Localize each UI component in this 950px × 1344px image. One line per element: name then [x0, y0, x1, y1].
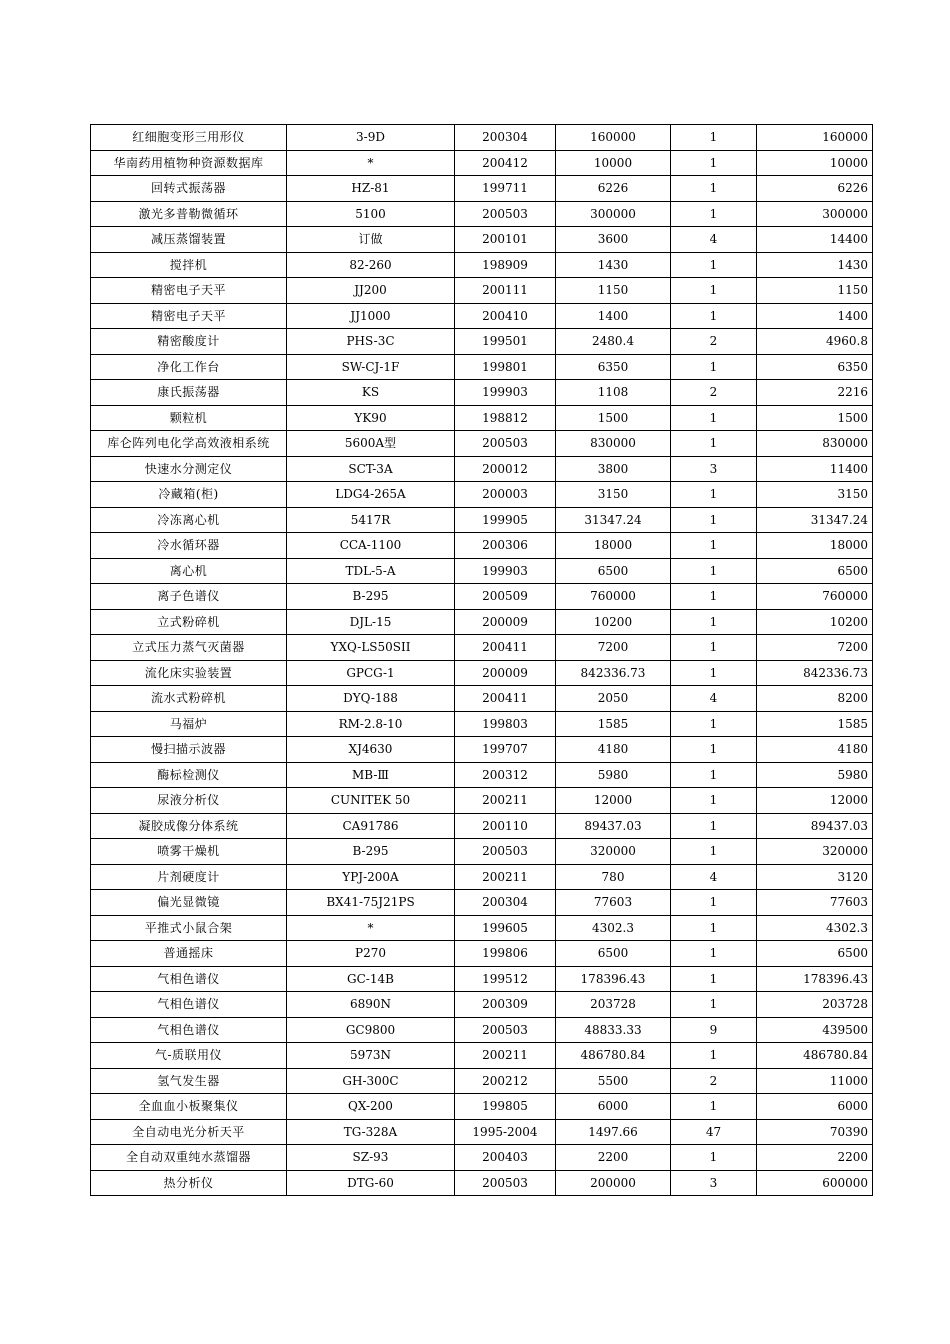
total-cell: 6500 — [757, 941, 873, 967]
unit-price-cell: 1150 — [556, 278, 671, 304]
equipment-name-cell: 华南药用植物种资源数据库 — [91, 150, 287, 176]
model-cell: GC9800 — [287, 1017, 455, 1043]
equipment-name-cell: 全自动双重纯水蒸馏器 — [91, 1145, 287, 1171]
date-cell: 198909 — [455, 252, 556, 278]
quantity-cell: 1 — [671, 890, 757, 916]
unit-price-cell: 4302.3 — [556, 915, 671, 941]
total-cell: 10000 — [757, 150, 873, 176]
date-cell: 199905 — [455, 507, 556, 533]
model-cell: HZ-81 — [287, 176, 455, 202]
table-row — [91, 839, 873, 865]
unit-price-cell: 1400 — [556, 303, 671, 329]
total-cell: 2200 — [757, 1145, 873, 1171]
equipment-name-cell: 搅拌机 — [91, 252, 287, 278]
table-row — [91, 456, 873, 482]
unit-price-cell: 1430 — [556, 252, 671, 278]
quantity-cell: 1 — [671, 762, 757, 788]
table-row — [91, 737, 873, 763]
total-cell: 1150 — [757, 278, 873, 304]
quantity-cell: 3 — [671, 1170, 757, 1196]
date-cell: 200003 — [455, 482, 556, 508]
table-row — [91, 201, 873, 227]
unit-price-cell: 1500 — [556, 405, 671, 431]
date-cell: 200403 — [455, 1145, 556, 1171]
equipment-name-cell: 精密电子天平 — [91, 278, 287, 304]
total-cell: 830000 — [757, 431, 873, 457]
table-row — [91, 711, 873, 737]
quantity-cell: 1 — [671, 507, 757, 533]
model-cell: TG-328A — [287, 1119, 455, 1145]
unit-price-cell: 4180 — [556, 737, 671, 763]
unit-price-cell: 2480.4 — [556, 329, 671, 355]
total-cell: 11000 — [757, 1068, 873, 1094]
model-cell: 5100 — [287, 201, 455, 227]
equipment-name-cell: 立式压力蒸气灭菌器 — [91, 635, 287, 661]
unit-price-cell: 1497.66 — [556, 1119, 671, 1145]
unit-price-cell: 2200 — [556, 1145, 671, 1171]
quantity-cell: 1 — [671, 405, 757, 431]
total-cell: 5980 — [757, 762, 873, 788]
unit-price-cell: 2050 — [556, 686, 671, 712]
model-cell: CA91786 — [287, 813, 455, 839]
model-cell: * — [287, 915, 455, 941]
unit-price-cell: 7200 — [556, 635, 671, 661]
table-row — [91, 915, 873, 941]
table-row — [91, 507, 873, 533]
date-cell: 200503 — [455, 201, 556, 227]
model-cell: DYQ-188 — [287, 686, 455, 712]
table-row — [91, 1043, 873, 1069]
table-row — [91, 558, 873, 584]
model-cell: 3-9D — [287, 125, 455, 151]
table-row — [91, 380, 873, 406]
equipment-name-cell: 流水式粉碎机 — [91, 686, 287, 712]
equipment-name-cell: 流化床实验装置 — [91, 660, 287, 686]
quantity-cell: 1 — [671, 737, 757, 763]
date-cell: 200306 — [455, 533, 556, 559]
model-cell: GC-14B — [287, 966, 455, 992]
unit-price-cell: 200000 — [556, 1170, 671, 1196]
table-row — [91, 354, 873, 380]
quantity-cell: 1 — [671, 992, 757, 1018]
model-cell: QX-200 — [287, 1094, 455, 1120]
quantity-cell: 4 — [671, 686, 757, 712]
date-cell: 199711 — [455, 176, 556, 202]
date-cell: 199605 — [455, 915, 556, 941]
date-cell: 200211 — [455, 788, 556, 814]
unit-price-cell: 842336.73 — [556, 660, 671, 686]
quantity-cell: 1 — [671, 711, 757, 737]
quantity-cell: 3 — [671, 456, 757, 482]
unit-price-cell: 89437.03 — [556, 813, 671, 839]
total-cell: 6000 — [757, 1094, 873, 1120]
date-cell: 200503 — [455, 1017, 556, 1043]
model-cell: SCT-3A — [287, 456, 455, 482]
total-cell: 6350 — [757, 354, 873, 380]
model-cell: XJ4630 — [287, 737, 455, 763]
quantity-cell: 1 — [671, 1145, 757, 1171]
table-row — [91, 966, 873, 992]
date-cell: 200503 — [455, 839, 556, 865]
quantity-cell: 1 — [671, 176, 757, 202]
unit-price-cell: 1108 — [556, 380, 671, 406]
model-cell: JJ200 — [287, 278, 455, 304]
quantity-cell: 4 — [671, 864, 757, 890]
unit-price-cell: 18000 — [556, 533, 671, 559]
table-row — [91, 1145, 873, 1171]
quantity-cell: 1 — [671, 813, 757, 839]
unit-price-cell: 830000 — [556, 431, 671, 457]
quantity-cell: 1 — [671, 303, 757, 329]
table-row — [91, 482, 873, 508]
unit-price-cell: 31347.24 — [556, 507, 671, 533]
total-cell: 11400 — [757, 456, 873, 482]
unit-price-cell: 780 — [556, 864, 671, 890]
model-cell: 5417R — [287, 507, 455, 533]
quantity-cell: 1 — [671, 660, 757, 686]
equipment-name-cell: 气相色谱仪 — [91, 1017, 287, 1043]
unit-price-cell: 10200 — [556, 609, 671, 635]
date-cell: 199707 — [455, 737, 556, 763]
unit-price-cell: 300000 — [556, 201, 671, 227]
date-cell: 200312 — [455, 762, 556, 788]
date-cell: 200111 — [455, 278, 556, 304]
unit-price-cell: 760000 — [556, 584, 671, 610]
table-row — [91, 686, 873, 712]
total-cell: 1430 — [757, 252, 873, 278]
date-cell: 199803 — [455, 711, 556, 737]
equipment-name-cell: 气相色谱仪 — [91, 992, 287, 1018]
unit-price-cell: 10000 — [556, 150, 671, 176]
total-cell: 178396.43 — [757, 966, 873, 992]
model-cell: SZ-93 — [287, 1145, 455, 1171]
equipment-name-cell: 净化工作台 — [91, 354, 287, 380]
table-row — [91, 1094, 873, 1120]
quantity-cell: 1 — [671, 482, 757, 508]
equipment-name-cell: 颗粒机 — [91, 405, 287, 431]
quantity-cell: 1 — [671, 150, 757, 176]
total-cell: 7200 — [757, 635, 873, 661]
date-cell: 199903 — [455, 558, 556, 584]
quantity-cell: 9 — [671, 1017, 757, 1043]
quantity-cell: 1 — [671, 1043, 757, 1069]
table-row — [91, 278, 873, 304]
table-row — [91, 431, 873, 457]
table-row — [91, 252, 873, 278]
equipment-name-cell: 慢扫描示波器 — [91, 737, 287, 763]
table-row — [91, 864, 873, 890]
unit-price-cell: 12000 — [556, 788, 671, 814]
table-row — [91, 1119, 873, 1145]
equipment-name-cell: 平推式小鼠合架 — [91, 915, 287, 941]
unit-price-cell: 5980 — [556, 762, 671, 788]
model-cell: TDL-5-A — [287, 558, 455, 584]
equipment-name-cell: 片剂硬度计 — [91, 864, 287, 890]
model-cell: SW-CJ-1F — [287, 354, 455, 380]
equipment-name-cell: 离子色谱仪 — [91, 584, 287, 610]
total-cell: 320000 — [757, 839, 873, 865]
unit-price-cell: 3600 — [556, 227, 671, 253]
table-row — [91, 1170, 873, 1196]
unit-price-cell: 160000 — [556, 125, 671, 151]
date-cell: 199501 — [455, 329, 556, 355]
equipment-name-cell: 气-质联用仪 — [91, 1043, 287, 1069]
equipment-name-cell: 精密电子天平 — [91, 303, 287, 329]
total-cell: 1400 — [757, 303, 873, 329]
quantity-cell: 2 — [671, 1068, 757, 1094]
unit-price-cell: 5500 — [556, 1068, 671, 1094]
unit-price-cell: 6000 — [556, 1094, 671, 1120]
equipment-name-cell: 库仑阵列电化学高效液相系统 — [91, 431, 287, 457]
equipment-name-cell: 偏光显微镜 — [91, 890, 287, 916]
quantity-cell: 1 — [671, 584, 757, 610]
equipment-name-cell: 回转式振荡器 — [91, 176, 287, 202]
quantity-cell: 1 — [671, 915, 757, 941]
model-cell: * — [287, 150, 455, 176]
unit-price-cell: 6500 — [556, 941, 671, 967]
unit-price-cell: 3800 — [556, 456, 671, 482]
table-row — [91, 788, 873, 814]
quantity-cell: 1 — [671, 558, 757, 584]
model-cell: YPJ-200A — [287, 864, 455, 890]
equipment-name-cell: 尿液分析仪 — [91, 788, 287, 814]
table-row — [91, 584, 873, 610]
model-cell: YK90 — [287, 405, 455, 431]
equipment-name-cell: 立式粉碎机 — [91, 609, 287, 635]
quantity-cell: 1 — [671, 533, 757, 559]
total-cell: 18000 — [757, 533, 873, 559]
quantity-cell: 1 — [671, 1094, 757, 1120]
quantity-cell: 1 — [671, 252, 757, 278]
table-row — [91, 635, 873, 661]
equipment-name-cell: 全血血小板聚集仪 — [91, 1094, 287, 1120]
equipment-name-cell: 冷冻离心机 — [91, 507, 287, 533]
equipment-name-cell: 冷藏箱(柜) — [91, 482, 287, 508]
table-row — [91, 813, 873, 839]
equipment-name-cell: 氢气发生器 — [91, 1068, 287, 1094]
model-cell: GH-300C — [287, 1068, 455, 1094]
total-cell: 10200 — [757, 609, 873, 635]
total-cell: 3120 — [757, 864, 873, 890]
date-cell: 199806 — [455, 941, 556, 967]
date-cell: 200509 — [455, 584, 556, 610]
quantity-cell: 1 — [671, 354, 757, 380]
date-cell: 199801 — [455, 354, 556, 380]
total-cell: 4960.8 — [757, 329, 873, 355]
unit-price-cell: 178396.43 — [556, 966, 671, 992]
date-cell: 200009 — [455, 660, 556, 686]
unit-price-cell: 486780.84 — [556, 1043, 671, 1069]
equipment-name-cell: 离心机 — [91, 558, 287, 584]
model-cell: JJ1000 — [287, 303, 455, 329]
date-cell: 200304 — [455, 890, 556, 916]
table-row — [91, 762, 873, 788]
equipment-name-cell: 激光多普勒微循环 — [91, 201, 287, 227]
total-cell: 89437.03 — [757, 813, 873, 839]
equipment-name-cell: 喷雾干燥机 — [91, 839, 287, 865]
date-cell: 199512 — [455, 966, 556, 992]
equipment-name-cell: 冷水循环器 — [91, 533, 287, 559]
quantity-cell: 1 — [671, 788, 757, 814]
total-cell: 70390 — [757, 1119, 873, 1145]
date-cell: 200009 — [455, 609, 556, 635]
total-cell: 6226 — [757, 176, 873, 202]
quantity-cell: 1 — [671, 431, 757, 457]
total-cell: 842336.73 — [757, 660, 873, 686]
unit-price-cell: 6500 — [556, 558, 671, 584]
total-cell: 760000 — [757, 584, 873, 610]
quantity-cell: 2 — [671, 380, 757, 406]
total-cell: 14400 — [757, 227, 873, 253]
unit-price-cell: 6350 — [556, 354, 671, 380]
table-row — [91, 1017, 873, 1043]
total-cell: 1500 — [757, 405, 873, 431]
model-cell: P270 — [287, 941, 455, 967]
table-row — [91, 227, 873, 253]
total-cell: 8200 — [757, 686, 873, 712]
quantity-cell: 2 — [671, 329, 757, 355]
date-cell: 200412 — [455, 150, 556, 176]
quantity-cell: 1 — [671, 941, 757, 967]
table-row — [91, 890, 873, 916]
date-cell: 200212 — [455, 1068, 556, 1094]
unit-price-cell: 320000 — [556, 839, 671, 865]
equipment-name-cell: 康氏振荡器 — [91, 380, 287, 406]
total-cell: 439500 — [757, 1017, 873, 1043]
total-cell: 160000 — [757, 125, 873, 151]
total-cell: 77603 — [757, 890, 873, 916]
date-cell: 200411 — [455, 686, 556, 712]
table-row — [91, 303, 873, 329]
quantity-cell: 1 — [671, 635, 757, 661]
equipment-name-cell: 精密酸度计 — [91, 329, 287, 355]
quantity-cell: 1 — [671, 201, 757, 227]
table-row — [91, 150, 873, 176]
table-row — [91, 1068, 873, 1094]
quantity-cell: 1 — [671, 966, 757, 992]
quantity-cell: 1 — [671, 278, 757, 304]
equipment-name-cell: 酶标检测仪 — [91, 762, 287, 788]
model-cell: 5973N — [287, 1043, 455, 1069]
date-cell: 198812 — [455, 405, 556, 431]
total-cell: 12000 — [757, 788, 873, 814]
unit-price-cell: 203728 — [556, 992, 671, 1018]
equipment-name-cell: 减压蒸馏装置 — [91, 227, 287, 253]
model-cell: 5600A型 — [287, 431, 455, 457]
date-cell: 200211 — [455, 1043, 556, 1069]
unit-price-cell: 6226 — [556, 176, 671, 202]
unit-price-cell: 48833.33 — [556, 1017, 671, 1043]
date-cell: 200110 — [455, 813, 556, 839]
quantity-cell: 1 — [671, 609, 757, 635]
date-cell: 1995-2004 — [455, 1119, 556, 1145]
table-row — [91, 176, 873, 202]
table-row — [91, 125, 873, 151]
date-cell: 200410 — [455, 303, 556, 329]
model-cell: MB-Ⅲ — [287, 762, 455, 788]
date-cell: 200304 — [455, 125, 556, 151]
date-cell: 199805 — [455, 1094, 556, 1120]
total-cell: 4302.3 — [757, 915, 873, 941]
total-cell: 31347.24 — [757, 507, 873, 533]
unit-price-cell: 1585 — [556, 711, 671, 737]
unit-price-cell: 3150 — [556, 482, 671, 508]
date-cell: 200309 — [455, 992, 556, 1018]
quantity-cell: 1 — [671, 125, 757, 151]
total-cell: 1585 — [757, 711, 873, 737]
total-cell: 600000 — [757, 1170, 873, 1196]
equipment-name-cell: 热分析仪 — [91, 1170, 287, 1196]
model-cell: KS — [287, 380, 455, 406]
model-cell: 6890N — [287, 992, 455, 1018]
equipment-name-cell: 气相色谱仪 — [91, 966, 287, 992]
total-cell: 6500 — [757, 558, 873, 584]
model-cell: B-295 — [287, 839, 455, 865]
date-cell: 200503 — [455, 431, 556, 457]
equipment-name-cell: 快速水分测定仪 — [91, 456, 287, 482]
table-row — [91, 941, 873, 967]
table-row — [91, 329, 873, 355]
model-cell: CCA-1100 — [287, 533, 455, 559]
model-cell: LDG4-265A — [287, 482, 455, 508]
model-cell: GPCG-1 — [287, 660, 455, 686]
unit-price-cell: 77603 — [556, 890, 671, 916]
date-cell: 200503 — [455, 1170, 556, 1196]
model-cell: BX41-75J21PS — [287, 890, 455, 916]
table-row — [91, 609, 873, 635]
total-cell: 486780.84 — [757, 1043, 873, 1069]
table-row — [91, 405, 873, 431]
model-cell: PHS-3C — [287, 329, 455, 355]
quantity-cell: 4 — [671, 227, 757, 253]
table-row — [91, 533, 873, 559]
equipment-table-body — [91, 125, 873, 1196]
model-cell: 82-260 — [287, 252, 455, 278]
model-cell: DTG-60 — [287, 1170, 455, 1196]
model-cell: 订做 — [287, 227, 455, 253]
equipment-name-cell: 凝胶成像分体系统 — [91, 813, 287, 839]
total-cell: 2216 — [757, 380, 873, 406]
date-cell: 200012 — [455, 456, 556, 482]
model-cell: B-295 — [287, 584, 455, 610]
quantity-cell: 1 — [671, 839, 757, 865]
equipment-name-cell: 马福炉 — [91, 711, 287, 737]
quantity-cell: 47 — [671, 1119, 757, 1145]
total-cell: 4180 — [757, 737, 873, 763]
model-cell: YXQ-LS50SII — [287, 635, 455, 661]
equipment-name-cell: 普通摇床 — [91, 941, 287, 967]
model-cell: RM-2.8-10 — [287, 711, 455, 737]
date-cell: 199903 — [455, 380, 556, 406]
date-cell: 200211 — [455, 864, 556, 890]
date-cell: 200411 — [455, 635, 556, 661]
total-cell: 300000 — [757, 201, 873, 227]
equipment-name-cell: 全自动电光分析天平 — [91, 1119, 287, 1145]
model-cell: CUNITEK 50 — [287, 788, 455, 814]
equipment-name-cell: 红细胞变形三用形仪 — [91, 125, 287, 151]
model-cell: DJL-15 — [287, 609, 455, 635]
table-row — [91, 992, 873, 1018]
total-cell: 3150 — [757, 482, 873, 508]
date-cell: 200101 — [455, 227, 556, 253]
table-row — [91, 660, 873, 686]
equipment-table — [90, 124, 873, 1196]
total-cell: 203728 — [757, 992, 873, 1018]
